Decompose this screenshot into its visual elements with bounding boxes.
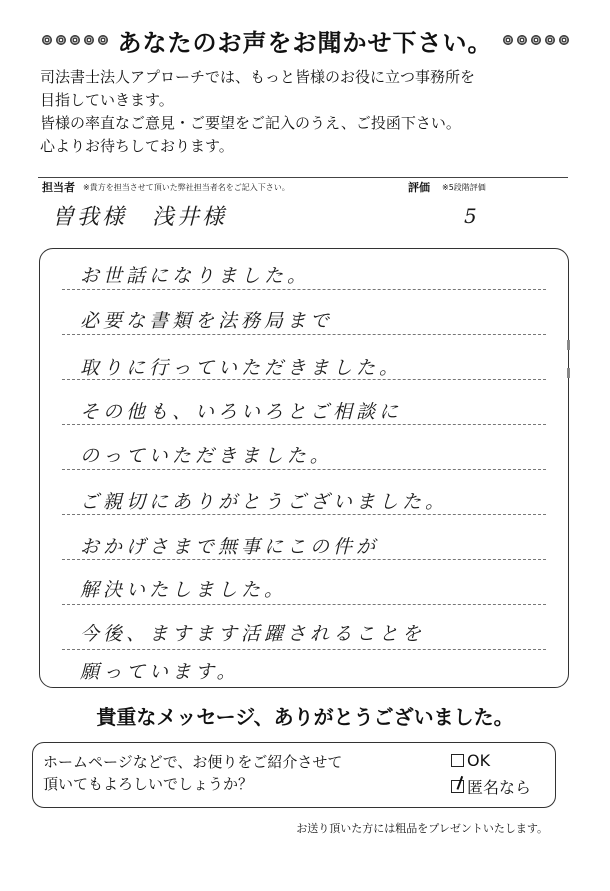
ruled-line: [62, 559, 546, 560]
message-box[interactable]: [39, 248, 569, 688]
dot-icon: [559, 35, 569, 45]
intro-text: [40, 66, 580, 158]
consent-question-line: 頂いてもよろしいでしょうか？: [43, 775, 254, 793]
anonymous-checkbox[interactable]: [451, 780, 464, 793]
rating-value-field[interactable]: 5: [464, 204, 477, 228]
staff-note: ※貴方を担当させて頂いた弊社担当者名をご記入下さい。: [83, 182, 290, 192]
message-line: 必要な書類を法務局まで: [80, 310, 334, 332]
message-line: その他も、いろいろとご相談に: [80, 401, 403, 423]
decorative-dots-right: [503, 35, 569, 45]
title-row: [20, 20, 590, 60]
page-title: あなたのお声をお聞かせ下さい。: [117, 28, 493, 57]
dot-icon: [531, 35, 541, 45]
message-line: のっていただきました。: [80, 445, 333, 467]
option-anonymous-label: 匿名なら: [467, 778, 532, 797]
intro-line: 司法書士法人アプローチでは、もっと皆様のお役に立つ事務所を: [40, 68, 476, 86]
ruled-line: [62, 649, 546, 650]
staff-section: [38, 177, 568, 236]
option-anonymous[interactable]: [451, 775, 531, 798]
scan-mark: [567, 340, 570, 350]
message-line: 取りに行っていただきました。: [80, 357, 403, 379]
message-line: おかげさまで無事にこの件が: [80, 536, 380, 558]
dot-icon: [545, 35, 555, 45]
ruled-line: [62, 469, 546, 470]
dot-icon: [503, 35, 513, 45]
intro-line: 心よりお待ちしております。: [40, 137, 234, 155]
intro-line: 目指していきます。: [40, 91, 174, 109]
ruled-line: [62, 604, 546, 605]
dot-icon: [70, 35, 80, 45]
ok-checkbox[interactable]: [451, 754, 464, 767]
ruled-line: [62, 334, 546, 335]
option-ok[interactable]: [451, 751, 490, 770]
message-line: 今後、ますます活躍されることを: [80, 623, 426, 645]
ruled-line: [62, 514, 546, 515]
message-line: 解決いたしました。: [80, 579, 288, 601]
dot-icon: [84, 35, 94, 45]
staff-label: 担当者: [42, 181, 75, 194]
ruled-line: [62, 424, 546, 425]
staff-header: [38, 178, 568, 196]
consent-question-line: ホームページなどで、お便りをご紹介させて: [43, 753, 343, 771]
staff-names-field[interactable]: 曽我様 浅井様: [52, 205, 228, 230]
consent-box: [32, 742, 556, 808]
message-line: ご親切にありがとうございました。: [80, 491, 449, 513]
rating-note: ※5段階評価: [442, 182, 486, 192]
dot-icon: [56, 35, 66, 45]
consent-question: [43, 751, 342, 795]
rating-label: 評価: [408, 181, 430, 194]
message-line: 願っています。: [80, 661, 240, 683]
intro-line: 皆様の率直なご意見・ご要望をご記入のうえ、ご投函下さい。: [40, 114, 461, 132]
ruled-line: [62, 289, 546, 290]
decorative-dots-left: [42, 35, 108, 45]
dot-icon: [98, 35, 108, 45]
dot-icon: [517, 35, 527, 45]
thanks-message: 貴重なメッセージ、ありがとうございました。: [96, 705, 514, 729]
message-line: お世話になりました。: [80, 265, 311, 287]
footer-note: お送り頂いた方には粗品をプレゼントいたします。: [296, 822, 548, 835]
option-ok-label: OK: [467, 751, 491, 770]
dot-icon: [42, 35, 52, 45]
scan-mark: [567, 368, 570, 378]
